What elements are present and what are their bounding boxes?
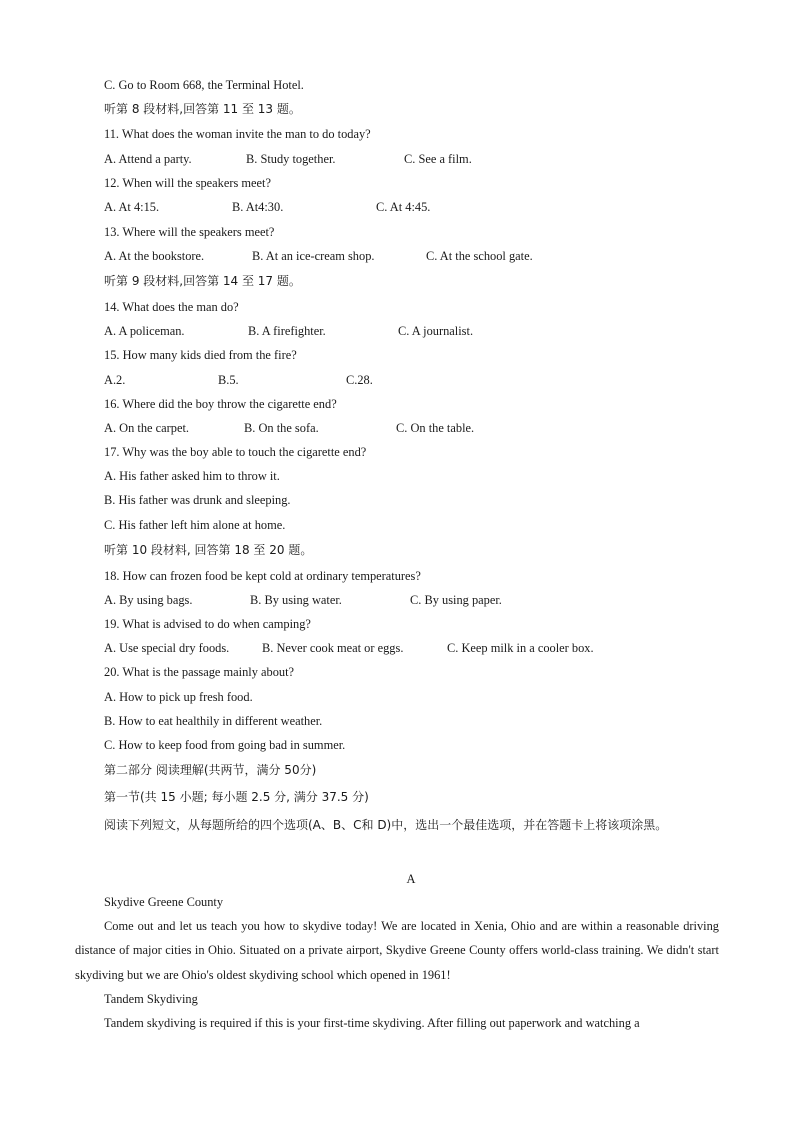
option-c: C. See a film. [404,152,472,166]
question-14: 14. What does the man do? [104,300,239,314]
option-a: A. His father asked him to throw it. [104,469,280,483]
question-16: 16. Where did the boy throw the cigarette end? [104,397,337,411]
option-b: B. By using water. [250,593,342,607]
option-c: C. How to keep food from going bad in summer. [104,738,346,752]
option-b: B. His father was drunk and sleeping. [104,493,291,507]
instructions-text: 阅读下列短文，从每题所给的四个选项(A、B、C和 D)中，选出一个最佳选项，并在答题卡上将该项涂黑。 [104,818,668,832]
option-c: C.28. [346,373,373,387]
passage-paragraph [75,1011,719,1035]
option-a: A. Use special dry foods. [104,641,230,655]
section-heading: 第一节(共 15 小题; 每小题 2.5 分, 满分 37.5 分) [104,790,369,804]
option-c: C. At 4:45. [376,200,431,214]
question-15: 15. How many kids died from the fire? [104,348,297,362]
section-title: Tandem Skydiving [104,992,198,1006]
option-a: A. On the carpet. [104,421,189,435]
answer-option-line: C. Go to Room 668, the Terminal Hotel. [104,78,304,92]
section-heading: 听第 9 段材料,回答第 14 至 17 题。 [104,274,301,288]
options-q16 [104,420,704,436]
option-a: A. Attend a party. [104,152,192,166]
option-b: B. Never cook meat or eggs. [262,641,404,655]
option-c: C. A journalist. [398,324,474,338]
option-b: B. On the sofa. [244,421,319,435]
options-q18 [104,592,704,608]
option-b: B. At an ice-cream shop. [252,249,375,263]
passage-letter: A [406,872,416,886]
option-c: C. By using paper. [410,593,502,607]
question-12: 12. When will the speakers meet? [104,176,271,190]
options-q13 [104,248,704,264]
option-a: A. At 4:15. [104,200,160,214]
option-b: B. How to eat healthily in different weather. [104,714,323,728]
question-17: 17. Why was the boy able to touch the cigarette end? [104,445,367,459]
options-q15 [104,372,704,388]
paragraph-text: Come out and let us teach you how to skydive today! We are located in Xenia, Ohio and are within a reasonable driving distance of major cities in Ohio. Situated on a private airport, Skydive Greene County offers world-class training. We didn't start skydiving but we are Ohio's oldest skydiving school which opened in 1961! [75,919,719,982]
section-heading: 听第 10 段材料, 回答第 18 至 20 题。 [104,543,313,557]
option-c: C. On the table. [396,421,475,435]
instructions [75,813,719,838]
options-q19 [104,640,704,656]
options-q12 [104,199,704,215]
question-20: 20. What is the passage mainly about? [104,665,295,679]
option-a: A.2. [104,373,126,387]
option-b: B. A firefighter. [248,324,326,338]
option-c: C. His father left him alone at home. [104,518,286,532]
option-b: B.5. [218,373,239,387]
question-19: 19. What is advised to do when camping? [104,617,311,631]
question-18: 18. How can frozen food be kept cold at ordinary temperatures? [104,569,421,583]
option-a: A. By using bags. [104,593,193,607]
options-q14 [104,323,704,339]
option-a: A. At the bookstore. [104,249,205,263]
paragraph-text: Tandem skydiving is required if this is your first-time skydiving. After filling out paperwork and watching a [104,1016,640,1030]
passage-title: Skydive Greene County [104,895,224,909]
section-heading: 听第 8 段材料,回答第 11 至 13 题。 [104,102,301,116]
option-a: A. How to pick up fresh food. [104,690,253,704]
part-heading: 第二部分 阅读理解(共两节，满分 50分) [104,763,317,777]
question-11: 11. What does the woman invite the man to do today? [104,127,371,141]
question-13: 13. Where will the speakers meet? [104,225,275,239]
option-b: B. At4:30. [232,200,284,214]
option-c: C. Keep milk in a cooler box. [447,641,594,655]
option-b: B. Study together. [246,152,336,166]
options-q11 [104,151,704,167]
option-c: C. At the school gate. [426,249,533,263]
passage-paragraph [75,914,719,987]
option-a: A. A policeman. [104,324,185,338]
